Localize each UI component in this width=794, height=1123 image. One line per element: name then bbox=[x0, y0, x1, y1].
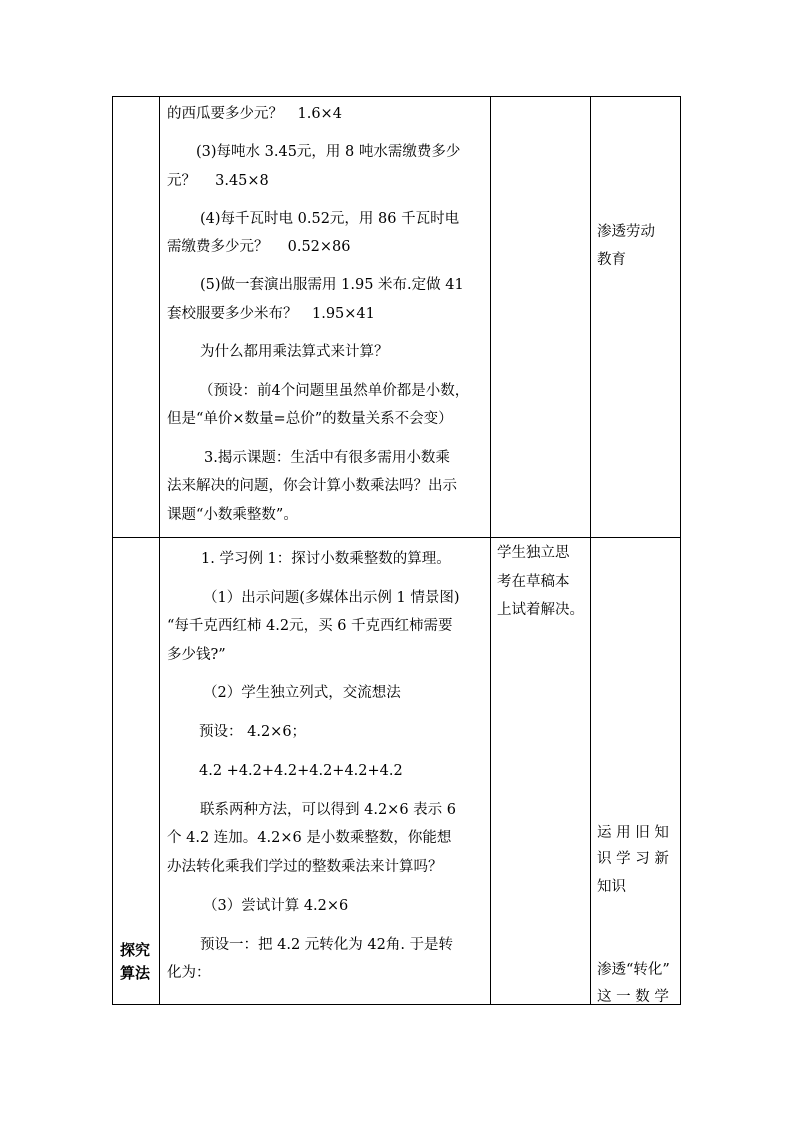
stage-label: 算法 bbox=[120, 964, 151, 982]
content-line: 套校服要多少米布？ 1.95×41 bbox=[167, 306, 375, 322]
content-line: 课题“小数乘整数”。 bbox=[167, 507, 298, 523]
content-line: (4)每千瓦时电 0.52元，用 86 千瓦时电 bbox=[200, 211, 460, 227]
intent-line: 知识 bbox=[597, 879, 626, 895]
content-line: 但是“单价×数量=总价”的数量关系不会变） bbox=[167, 411, 453, 427]
student-line: 考在草稿本 bbox=[497, 574, 570, 590]
content-line: 4.2 +4.2+4.2+4.2+4.2+4.2 bbox=[199, 763, 403, 779]
content-line: 联系两种方法，可以得到 4.2×6 表示 6 bbox=[200, 802, 456, 818]
content-line: 多少钱?” bbox=[167, 647, 226, 663]
student-line: 学生独立思 bbox=[497, 545, 570, 561]
student-line: 上试着解决。 bbox=[497, 602, 584, 618]
intent-line: 教育 bbox=[597, 252, 626, 268]
content-line: 预设一：把 4.2 元转化为 42角. 于是转 bbox=[200, 937, 454, 953]
column-divider bbox=[159, 96, 160, 1005]
content-line: （3）尝试计算 4.2×6 bbox=[203, 898, 349, 914]
intent-line: 这 一 数 学 bbox=[597, 989, 669, 1005]
row-divider bbox=[112, 537, 681, 538]
content-line: 法来解决的问题，你会计算小数乘法吗？出示 bbox=[167, 478, 457, 494]
table-border-top bbox=[112, 96, 681, 97]
content-line: （预设：前4个问题里虽然单价都是小数， bbox=[199, 383, 470, 399]
intent-line: 渗透劳动 bbox=[597, 224, 655, 240]
content-line: 元？ 3.45×8 bbox=[167, 173, 269, 189]
table-border-bottom bbox=[112, 1004, 681, 1005]
content-line: （1）出示问题(多媒体出示例 1 情景图) bbox=[203, 590, 460, 606]
intent-line: 渗透“转化” bbox=[597, 962, 670, 978]
content-line: 1. 学习例 1：探讨小数乘整数的算理。 bbox=[201, 551, 451, 567]
content-line: 为什么都用乘法算式来计算？ bbox=[200, 344, 389, 360]
table-border-left bbox=[112, 96, 113, 1005]
column-divider bbox=[590, 96, 591, 1005]
content-line: “每千克西红柿 4.2元，买 6 千克西红柿需要 bbox=[167, 618, 453, 634]
stage-label: 探究 bbox=[120, 941, 151, 959]
content-line: 预设： 4.2×6； bbox=[199, 724, 307, 740]
table-border-right bbox=[680, 96, 681, 1005]
content-line: 化为： bbox=[167, 965, 211, 981]
content-line: （2）学生独立列式，交流想法 bbox=[203, 685, 401, 701]
content-line: 个 4.2 连加。4.2×6 是小数乘整数，你能想 bbox=[167, 830, 452, 846]
content-line: 需缴费多少元？ 0.52×86 bbox=[167, 239, 351, 255]
content-line: 3.揭示课题：生活中有很多需用小数乘 bbox=[204, 450, 450, 466]
content-line: (5)做一套演出服需用 1.95 米布.定做 41 bbox=[200, 277, 464, 293]
content-line: 的西瓜要多少元？ 1.6×4 bbox=[167, 106, 342, 122]
intent-line: 运 用 旧 知 bbox=[597, 825, 669, 841]
column-divider bbox=[490, 96, 491, 1005]
intent-line: 识 学 习 新 bbox=[597, 851, 669, 867]
content-line: (3)每吨水 3.45元，用 8 吨水需缴费多少 bbox=[196, 144, 461, 160]
content-line: 办法转化乘我们学过的整数乘法来计算吗？ bbox=[167, 859, 443, 875]
